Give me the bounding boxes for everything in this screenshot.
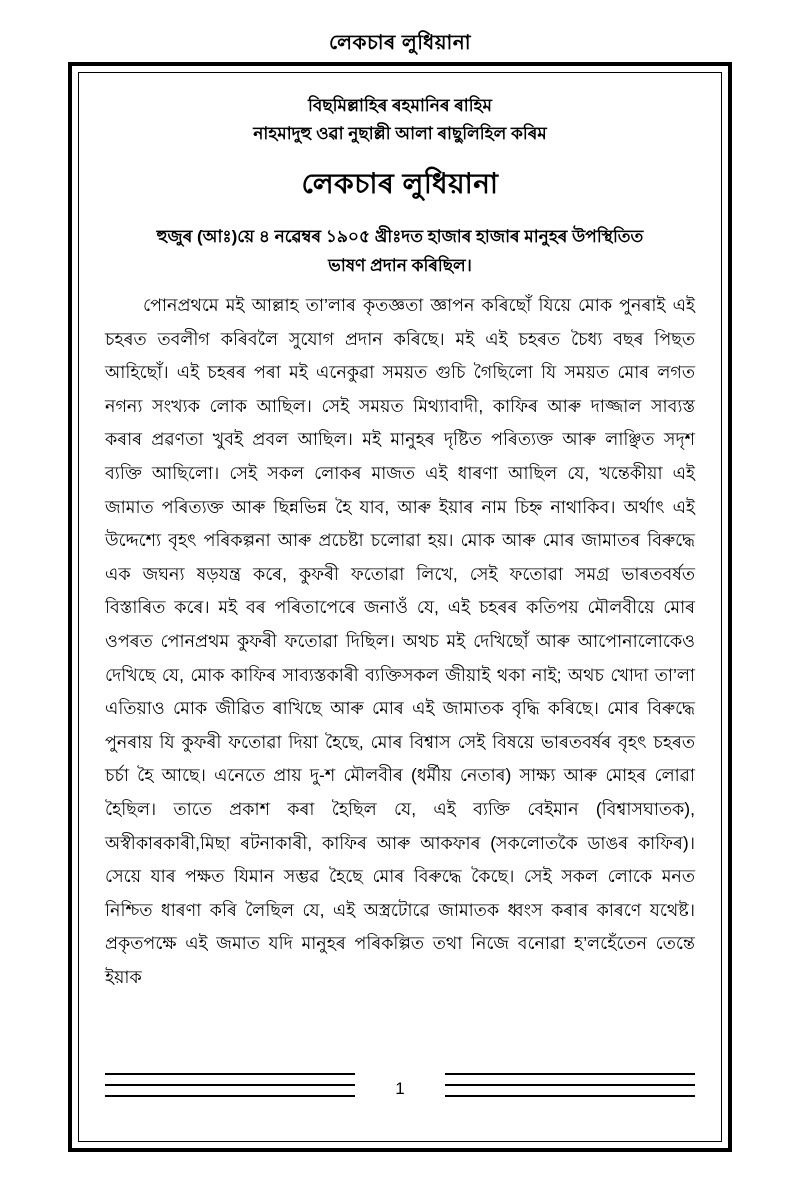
page-number: 1 [395, 1079, 405, 1098]
running-head: লেকচাৰ লুধিয়ানা [328, 32, 472, 54]
page-footer [105, 1073, 695, 1131]
bismillah-block [105, 93, 695, 148]
footer-rule [105, 1073, 355, 1075]
subtitle-line-2: ভাষণ প্ৰদান কৰিছিল। [328, 255, 472, 275]
subtitle-block [105, 223, 695, 279]
bismillah-line-1: বিছমিল্লাহিৰ ৰহমানিৰ ৰাহিম [308, 96, 492, 115]
page-border-outer [68, 62, 732, 1152]
subtitle-line-1: হুজুৰ (আঃ)য়ে ৪ নৱেম্বৰ ১৯০৫ খ্ৰীঃদত হাজাৰ হাজাৰ মানুহৰ উপস্থিতিত [156, 226, 644, 246]
bismillah-line-2: নাহমাদুহু ওৱা নুছাল্লী আলা ৰাছুলিহিল কৰিম [253, 124, 547, 144]
body-paragraph: পোনপ্ৰথমে মই আল্লাহ তা’লাৰ কৃতজ্ঞতা জ্ঞাপন কৰিছোঁ যিয়ে মোক পুনৰাই এই চহৰত তবলীগ কৰিবলৈ সুযোগ প্ৰদান কৰিছে। মই এই চহৰত চৈধ্য বছৰ পিছত আহিছোঁ। এই চহৰৰ পৰা মই এনেকুৱা সময়ত গুচি গৈছিলো যি সময়ত মোৰ লগত নগন্য সংখ্যক লোক আছিল। সেই সময়ত মিথ্যাবাদী, কাফিৰ আৰু দাজ্জাল সাব্যস্ত কৰাৰ প্ৰৱণতা খুবই প্ৰবল আছিল। মই মানুহৰ দৃষ্টিত পৰিত্যক্ত আৰু লাঞ্ছিত সদৃশ ব্যক্তি আছিলো। সেই সকল লোকৰ মাজত এই ধাৰণা আছিল যে, খন্তেকীয়া এই জামাত পৰিত্যক্ত আৰু ছিন্নভিন্ন হৈ যাব, আৰু ইয়াৰ নাম চিহ্ন নাথাকিব। অৰ্থাৎ এই উদ্দেশ্যে বৃহৎ পৰিকল্পনা আৰু প্ৰচেষ্টা চলোৱা হয়। মোক আৰু মোৰ জামাতৰ বিৰুদ্ধে এক জঘন্য ষড়যন্ত্ৰ কৰে, কুফৰী ফতোৱা লিখে, সেই ফতোৱা সমগ্ৰ ভাৰতবৰ্ষত বিস্তাৰিত কৰে। মই বৰ পৰিতাপেৰে জনাওঁ যে, এই চহৰৰ কতিপয় মৌলবীয়ে মোৰ ওপৰত পোনপ্ৰথম কুফৰী ফতোৱা দিছিল। অথচ মই দেখিছোঁ আৰু আপোনালোকেও দেখিছে যে, মোক কাফিৰ সাব্যস্তকাৰী ব্যক্তিসকল জীয়াই থকা নাই; অথচ খোদা তা’লা এতিয়াও মোক জীৱিত ৰাখিছে আৰু মোৰ এই জামাতক বৃদ্ধি কৰিছে। মোৰ বিৰুদ্ধে পুনৰায় যি কুফৰী ফতোৱা দিয়া হৈছে, মোৰ বিশ্বাস সেই বিষয়ে ভাৰতবৰ্ষৰ বৃহৎ চহৰত চৰ্চা হৈ আছে। এনেতে প্ৰায় দু-শ মৌলবীৰ (ধৰ্মীয় নেতাৰ) সাক্ষ্য আৰু মোহৰ লোৱা হৈছিল। তাতে প্ৰকাশ কৰা হৈছিল যে, এই ব্যক্তি বেইমান (বিশ্বাসঘাতক), অস্বীকাৰকাৰী,মিছা ৰটনাকাৰী, কাফিৰ আৰু আকফাৰ (সকলোতকৈ ডাঙৰ কাফিৰ)। সেয়ে যাৰ পক্ষত যিমান সম্ভৱ হৈছে মোৰ বিৰুদ্ধে কৈছে। সেই সকল লোকে মনত নিশ্চিত ধাৰণা কৰি লৈছিল যে, এই অস্ত্ৰটোৱে জামাতক ধ্বংস কৰাৰ কাৰণে যথেষ্ট। প্ৰকৃতপক্ষে এই জমাত যদি মানুহৰ পৰিকল্পিত তথা নিজে বনোৱা হ’লহেঁতেন তেন্তে ইয়াক [105, 295, 695, 987]
page-title: লেকচাৰ লুধিয়ানা [301, 167, 499, 199]
page-border-inner [78, 72, 722, 1142]
footer-rule [445, 1073, 695, 1075]
